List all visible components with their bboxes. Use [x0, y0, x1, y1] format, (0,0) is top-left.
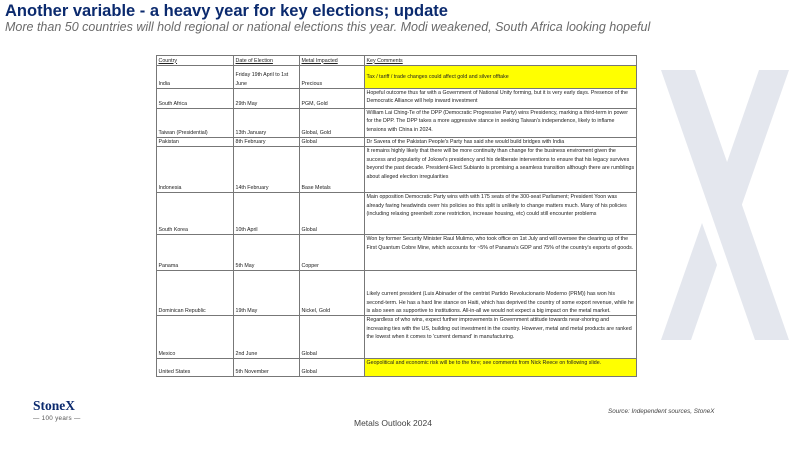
logo-name: StoneX [33, 398, 76, 413]
metal-cell: PGM, Gold [300, 89, 365, 109]
metal-cell: Nickel, Gold [300, 271, 365, 316]
country-cell: South Africa [157, 89, 234, 109]
column-header-comments: Key Comments [365, 56, 637, 66]
footer-title: Metals Outlook 2024 [354, 418, 432, 428]
country-cell: Panama [157, 235, 234, 271]
date-cell: 10th April [234, 193, 300, 235]
comment-cell: Tax / tariff / trade changes could affect gold and silver offtake [365, 66, 637, 89]
metal-cell: Global, Gold [300, 109, 365, 138]
date-cell: 19th May [234, 271, 300, 316]
comment-cell: Geopolitical and economic risk will be to the fore; see comments from Nick Reece on following slide. [365, 359, 637, 377]
logo-tagline: — 100 years — [33, 415, 81, 422]
country-cell: Pakistan [157, 138, 234, 147]
comment-cell: Regardless of who wins, expect further improvements in Government attitude towards near-shoring and increasing ties with the US, building out investment in the country. However, metal and metal products are ranked the lowest when it comes to 'current demand' in manufacturing. [365, 316, 637, 359]
metal-cell: Global [300, 193, 365, 235]
stonex-x-watermark-icon [655, 40, 795, 370]
date-cell: 2nd June [234, 316, 300, 359]
comment-cell: Dr Savera of the Pakistan People's Party has said she would build bridges with India [365, 138, 637, 147]
table-row [157, 271, 637, 316]
date-cell: 8th February [234, 138, 300, 147]
column-header-date: Date of Election [234, 56, 300, 66]
comment-cell: Hopeful outcome thus far with a Government of National Unity forming, but it is very early days. Presence of the Democratic Alliance will help inward investment [365, 89, 637, 109]
metal-cell: Precious [300, 66, 365, 89]
table-row [157, 147, 637, 193]
column-header-metal: Metal Impacted [300, 56, 365, 66]
date-cell: 14th February [234, 147, 300, 193]
country-cell: Taiwan (Presidential) [157, 109, 234, 138]
country-cell: South Korea [157, 193, 234, 235]
source-note: Source: Independent sources, StoneX [608, 408, 715, 415]
date-cell: 5th November [234, 359, 300, 377]
comment-cell: William Lai Ching-Te of the DPP (Democratic Progressive Party) wins Presidency, marking a third-term in power for the DPP. The DPP takes a more aggressive stance in seeking Taiwan's independence, likely to inflame tensions with China in 2024. [365, 109, 637, 138]
metal-cell: Global [300, 138, 365, 147]
metal-cell: Base Metals [300, 147, 365, 193]
metal-cell: Global [300, 316, 365, 359]
table-row [157, 235, 637, 271]
date-cell: 5th May [234, 235, 300, 271]
table-row [157, 109, 637, 138]
table-row [157, 193, 637, 235]
table-row [157, 316, 637, 359]
country-cell: Indonesia [157, 147, 234, 193]
comment-cell: It remains highly likely that there will be more continuity than change for the business enviroment given the success and popularity of Jokowi's presidency and his deliberate interventions to ensure that his legacy survives beyond the past decade. President-Elect Subianto is promising a seamless transition although there are rumblings about alleged election irregularities [365, 147, 637, 193]
date-cell: 13th January [234, 109, 300, 138]
comment-cell: Likely current president (Luis Abinader of the centrist Partido Revolucionario Moderno (PRM)) has won his second-term. He has a hard line stance on Haiti, which has deprived the country of some export revenue, while he is also seen as supportive to institutions. All-in-all we would not expect a big impact on the metal market. [365, 271, 637, 316]
country-cell: United States [157, 359, 234, 377]
country-cell: Dominican Republic [157, 271, 234, 316]
stonex-logo [33, 398, 81, 422]
metal-cell: Copper [300, 235, 365, 271]
column-header-country: Country [157, 56, 234, 66]
table-row [157, 138, 637, 147]
table-header-row [157, 56, 637, 66]
country-cell: India [157, 66, 234, 89]
metal-cell: Global [300, 359, 365, 377]
country-cell: Mexico [157, 316, 234, 359]
elections-table [156, 55, 637, 377]
table-row [157, 89, 637, 109]
page-title: Another variable - a heavy year for key elections; update [5, 2, 448, 20]
page-subtitle: More than 50 countries will hold regional or national elections this year. Modi weakened, South Africa looking hopeful [5, 20, 651, 34]
table-row [157, 359, 637, 377]
comment-cell: Won by former Security Minister Raul Mulimo, who took office on 1st July and will oversee the clearing up of the First Quantum Cobre Mine, which accounts for ~5% of Panama's GDP and 75% of the country's exports of goods. [365, 235, 637, 271]
date-cell: Friday 19th April to 1st June [234, 66, 300, 89]
date-cell: 29th May [234, 89, 300, 109]
table-row [157, 66, 637, 89]
comment-cell: Main opposition Democratic Party wins with with 175 seats of the 300-seat Parliament; President Yoon was already faving headwinds overr his policies so this split is unlikely to change matters much. Many of his policies (including relaxing greenbelt zone restriction, increase housing, etc) could still encounter problems [365, 193, 637, 235]
